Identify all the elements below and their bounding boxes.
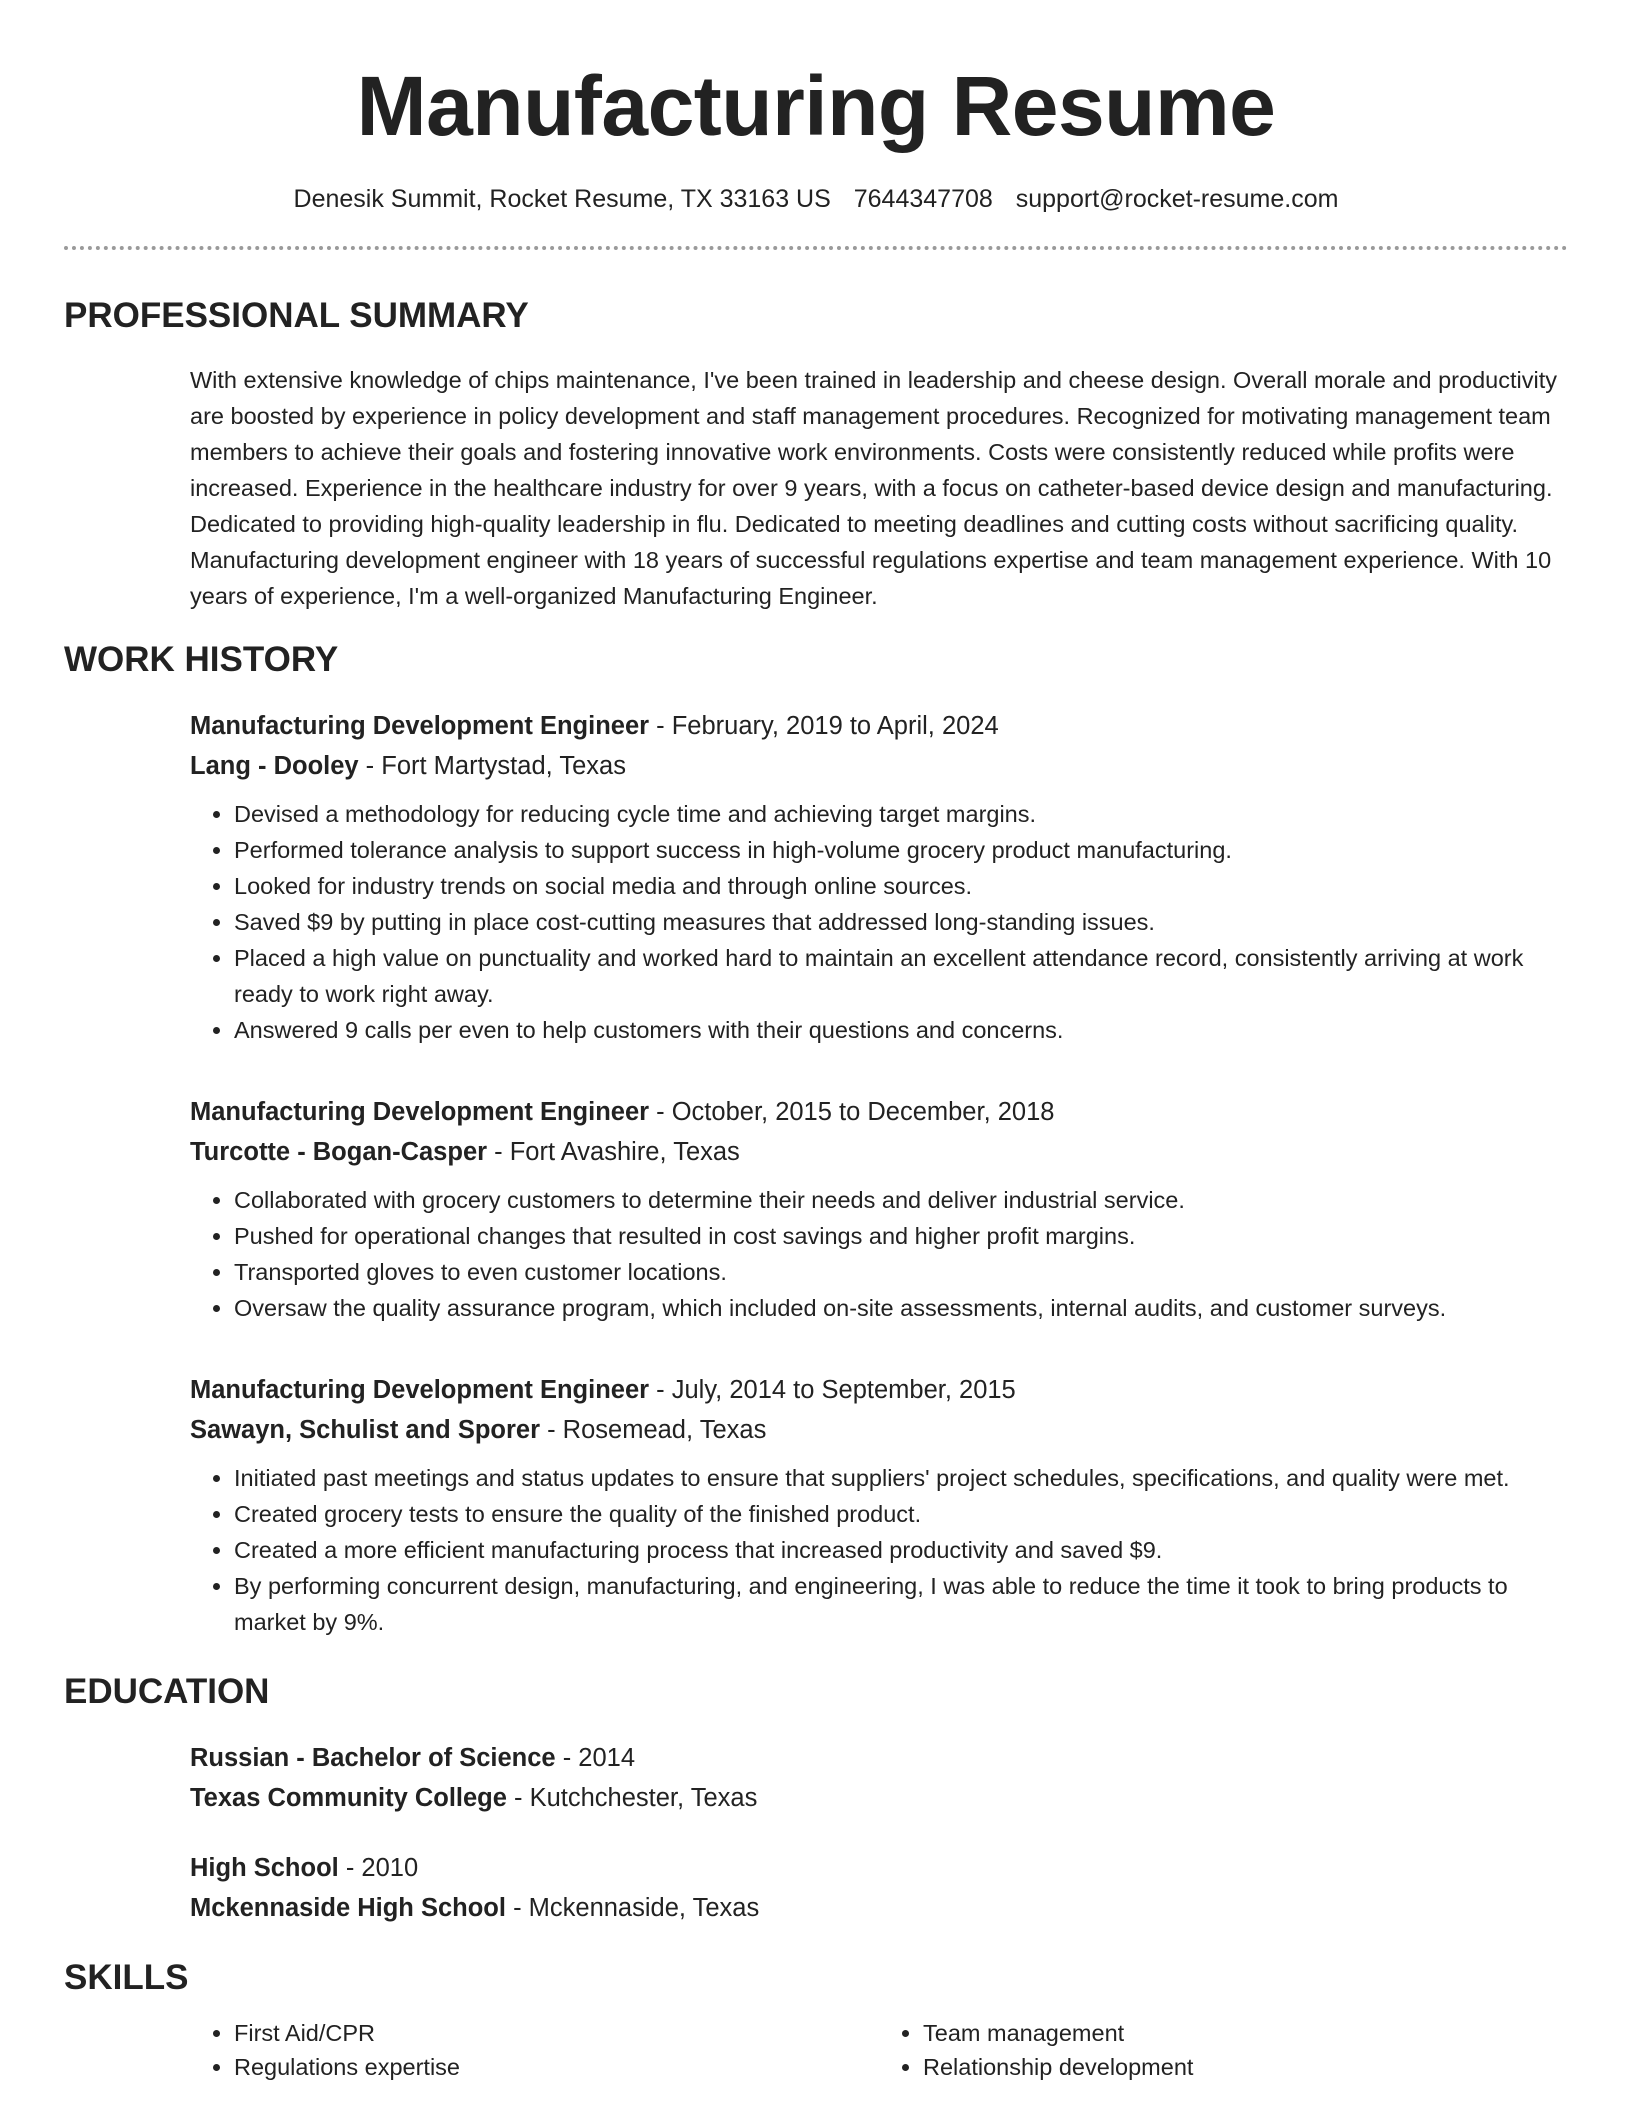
education-heading: EDUCATION: [64, 1672, 270, 1711]
skills-list: [190, 2016, 1568, 2084]
skills-column-left: [190, 2016, 879, 2084]
summary-heading: PROFESSIONAL SUMMARY: [64, 296, 529, 335]
skill-item: • First Aid/CPR: [234, 2016, 879, 2050]
job-company: Turcotte - Bogan-Casper: [190, 1138, 488, 1166]
job-location: - Rosemead, Texas: [540, 1416, 767, 1444]
contact-email: support@rocket-resume.com: [1015, 185, 1339, 213]
education-year: - 2010: [338, 1854, 419, 1882]
list-item: • Created grocery tests to ensure the quality of the finished product.: [234, 1496, 1568, 1532]
list-item: • Saved $9 by putting in place cost-cutting measures that addressed long-standing issues.: [234, 904, 1568, 940]
resume-page: [64, 0, 1568, 2084]
education-school: Mckennaside High School: [190, 1894, 506, 1922]
resume-title: Manufacturing Resume: [356, 59, 1276, 153]
education-school-line: [190, 1778, 1568, 1818]
list-item: • Answered 9 calls per even to help customers with their questions and concerns.: [234, 1012, 1568, 1048]
job-dates: - February, 2019 to April, 2024: [649, 712, 999, 740]
summary-text: With extensive knowledge of chips maintenance, I've been trained in leadership and cheese design. Overall morale and productivity are boosted by experience in policy development and staff management procedures. Recognized for motivating management team members to achieve their goals and fostering innovative work environments. Costs were consistently reduced while profits were increased. Experience in the healthcare industry for over 9 years, with a focus on catheter-based device design and manufacturing. Dedicated to providing high-quality leadership in flu. Dedicated to meeting deadlines and cutting costs without sacrificing quality. Manufacturing development engineer with 18 years of successful regulations expertise and team management experience. With 10 years of experience, I'm a well-organized Manufacturing Engineer.: [190, 367, 1557, 609]
education-section: [64, 1670, 1568, 1928]
job-role: Manufacturing Development Engineer: [190, 1098, 650, 1126]
contact-line: [64, 184, 1568, 214]
education-school-line: [190, 1888, 1568, 1928]
list-item: • Looked for industry trends on social media and through online sources.: [234, 868, 1568, 904]
education-degree-line: [190, 1738, 1568, 1778]
list-item: • Devised a methodology for reducing cycle time and achieving target margins.: [234, 796, 1568, 832]
skills-section: [64, 1956, 1568, 2084]
job-company-line: [190, 1132, 1568, 1172]
skill-item: • Relationship development: [923, 2050, 1568, 2084]
education-location: - Mckennaside, Texas: [505, 1894, 760, 1922]
list-item: • Placed a high value on punctuality and worked hard to maintain an excellent attendance record, consistently arriving at work ready to work right away.: [234, 940, 1568, 1012]
list-item: • By performing concurrent design, manufacturing, and engineering, I was able to reduce the time it took to bring products to market by 9%.: [234, 1568, 1568, 1640]
skill-item: • Team management: [923, 2016, 1568, 2050]
job-entry: [190, 1370, 1568, 1640]
job-location: - Fort Martystad, Texas: [358, 752, 626, 780]
job-dates: - October, 2015 to December, 2018: [649, 1098, 1055, 1126]
list-item: • Oversaw the quality assurance program, which included on-site assessments, internal audits, and customer surveys.: [234, 1290, 1568, 1326]
skills-column-right: [879, 2016, 1568, 2084]
job-location: - Fort Avashire, Texas: [487, 1138, 740, 1166]
job-company-line: [190, 1410, 1568, 1450]
job-bullets: [190, 1460, 1568, 1640]
job-role: Manufacturing Development Engineer: [190, 712, 650, 740]
job-title-line: [190, 706, 1568, 746]
education-entry: [190, 1738, 1568, 1818]
job-title-line: [190, 1370, 1568, 1410]
list-item: • Transported gloves to even customer locations.: [234, 1254, 1568, 1290]
job-entry: [190, 706, 1568, 1048]
contact-phone: 7644347708: [853, 185, 993, 213]
education-entry: [190, 1848, 1568, 1928]
education-school: Texas Community College: [190, 1784, 507, 1812]
list-item: • Initiated past meetings and status updates to ensure that suppliers' project schedules, specifications, and quality were met.: [234, 1460, 1568, 1496]
education-degree: Russian - Bachelor of Science: [190, 1744, 556, 1772]
summary-section: [64, 294, 1568, 614]
contact-address: Denesik Summit, Rocket Resume, TX 33163 US: [293, 185, 831, 213]
job-role: Manufacturing Development Engineer: [190, 1376, 650, 1404]
list-item: • Performed tolerance analysis to support success in high-volume grocery product manufacturing.: [234, 832, 1568, 868]
header-divider: [64, 246, 1568, 250]
job-company: Sawayn, Schulist and Sporer: [190, 1416, 541, 1444]
list-item: • Pushed for operational changes that resulted in cost savings and higher profit margins.: [234, 1218, 1568, 1254]
education-degree-line: [190, 1848, 1568, 1888]
education-year: - 2014: [555, 1744, 636, 1772]
job-bullets: [190, 796, 1568, 1048]
job-company-line: [190, 746, 1568, 786]
job-title-line: [190, 1092, 1568, 1132]
job-entry: [190, 1092, 1568, 1326]
skill-item: • Regulations expertise: [234, 2050, 879, 2084]
work-history-heading: WORK HISTORY: [64, 640, 339, 679]
job-company: Lang - Dooley: [190, 752, 359, 780]
list-item: • Created a more efficient manufacturing process that increased productivity and saved $9.: [234, 1532, 1568, 1568]
education-degree: High School: [190, 1854, 339, 1882]
skills-heading: SKILLS: [64, 1958, 189, 1997]
job-dates: - July, 2014 to September, 2015: [649, 1376, 1016, 1404]
job-bullets: [190, 1182, 1568, 1326]
education-location: - Kutchchester, Texas: [506, 1784, 758, 1812]
work-history-section: [64, 638, 1568, 1640]
list-item: • Collaborated with grocery customers to determine their needs and deliver industrial service.: [234, 1182, 1568, 1218]
